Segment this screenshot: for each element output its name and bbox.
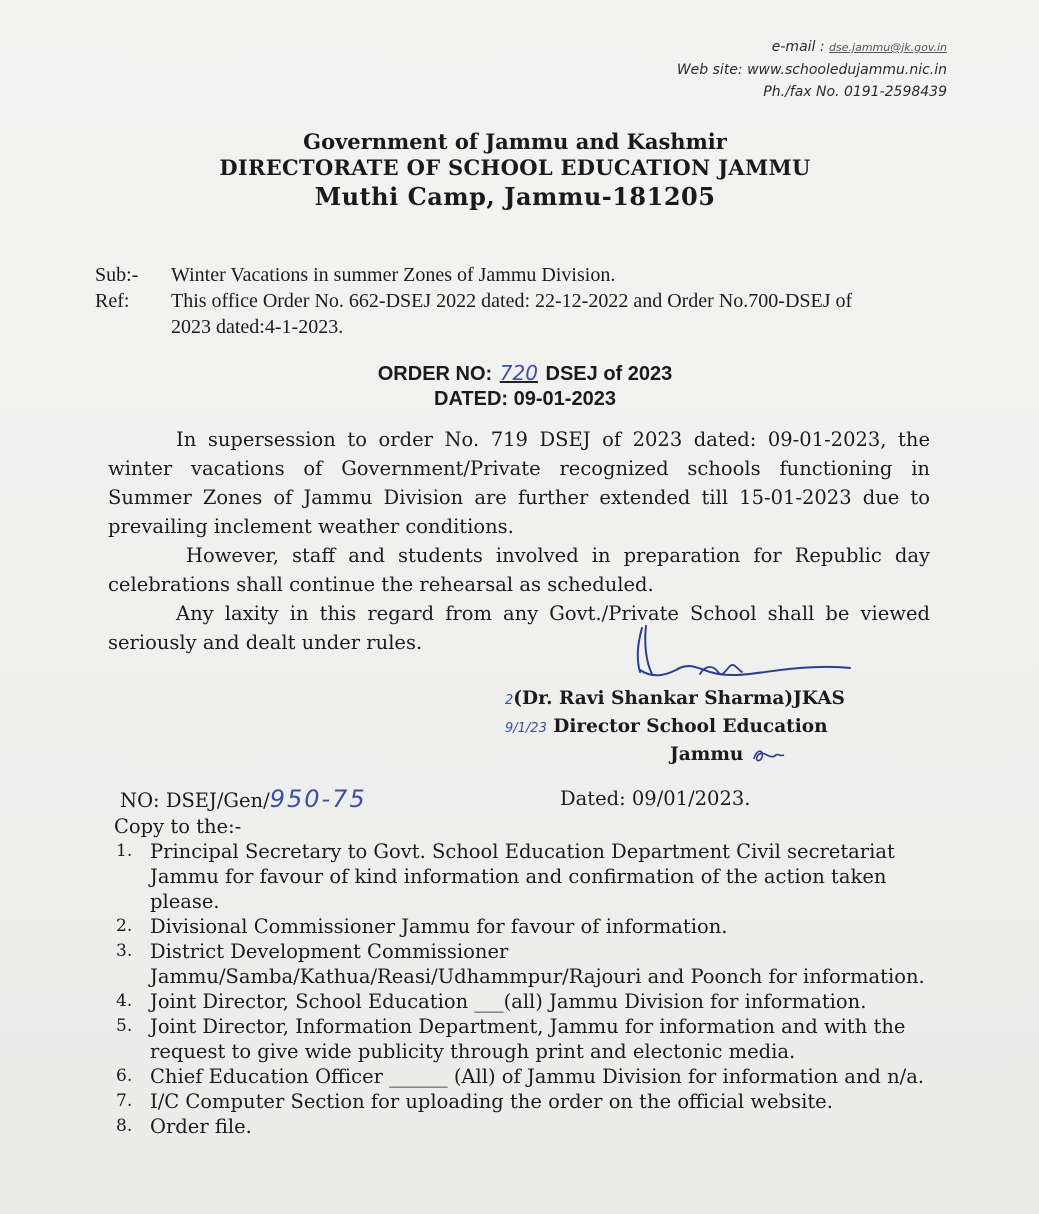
government-heading: Government of Jammu and Kashmir: [303, 129, 727, 154]
list-item-number: 3.: [116, 941, 133, 961]
signatory-designation: Director School Education: [553, 716, 828, 737]
order-suffix: DSEJ of 2023: [545, 363, 673, 385]
order-prefix: ORDER NO:: [377, 363, 493, 385]
dispatch-date: Dated: 09/01/2023.: [560, 787, 751, 810]
list-item-number: 5.: [116, 1016, 133, 1036]
reference-label: Ref:: [95, 290, 130, 312]
email-label: e-mail :: [771, 39, 825, 55]
list-item-number: 1.: [116, 841, 133, 861]
dispatch-number-line: [120, 786, 820, 814]
signatory-place-line: [505, 742, 885, 768]
dispatch-prefix: NO: DSEJ/Gen/: [120, 789, 270, 812]
body-paragraph-1: In supersession to order No. 719 DSEJ of 2023 dated: 09-01-2023, the winter vacations of Government/Private recognized schools functioning in Summer Zones of Jammu Division are further extended till 15-01-2023 due to prevailing inclement weather conditions.: [108, 428, 930, 538]
list-item: [114, 839, 934, 914]
list-item: [114, 1064, 934, 1089]
list-item: [114, 989, 934, 1014]
signatory-name: (Dr. Ravi Shankar Sharma)JKAS: [513, 688, 845, 709]
signatory-place: Jammu: [670, 744, 744, 765]
copy-to-list: [114, 839, 934, 1139]
subject-text: Winter Vacations in summer Zones of Jammu Division.: [171, 264, 616, 286]
order-number-line: [200, 360, 850, 387]
contact-block: [677, 36, 947, 103]
list-item: [114, 1089, 934, 1114]
list-item-text: Chief Education Officer ______ (All) of Jammu Division for information and n/a.: [150, 1065, 925, 1088]
list-item: [114, 914, 934, 939]
list-item-text: Divisional Commissioner Jammu for favour of information.: [150, 915, 728, 938]
list-item-number: 8.: [116, 1116, 133, 1136]
list-item: [114, 1014, 934, 1064]
list-item-text: Order file.: [150, 1115, 252, 1138]
order-date: DATED: 09-01-2023: [434, 388, 616, 410]
list-item: [114, 939, 934, 989]
list-item-text: I/C Computer Section for uploading the order on the official website.: [150, 1090, 833, 1113]
list-item-text: Joint Director, Information Department, Jammu for information and with the request to give wide publicity through print and electonic media.: [150, 1015, 906, 1063]
phone-line: Ph./fax No. 0191-2598439: [763, 84, 947, 100]
signature-scribble: [580, 622, 860, 694]
address-heading: Muthi Camp, Jammu-181205: [314, 182, 716, 211]
reference-text: This office Order No. 662-DSEJ 2022 dated: 22-12-2022 and Order No.700-DSEJ of 2023 dated:4-1-2023.: [171, 290, 853, 338]
list-item: [114, 1114, 934, 1139]
list-item-text: District Development Commissioner Jammu/Samba/Kathua/Reasi/Udhammpur/Rajouri and Poonch for information.: [150, 940, 925, 988]
dispatch-number-handwritten: 950-75: [269, 785, 367, 813]
list-item-number: 2.: [116, 916, 133, 936]
list-item-number: 4.: [116, 991, 133, 1011]
website-line: Web site: www.schooledujammu.nic.in: [676, 62, 947, 78]
body-paragraph-2: However, staff and students involved in preparation for Republic day celebrations shall continue the rehearsal as scheduled.: [108, 544, 930, 596]
signature-block: [505, 686, 885, 768]
directorate-heading: DIRECTORATE OF SCHOOL EDUCATION JAMMU: [219, 155, 811, 180]
signature-date-mark: 9/1/23: [505, 721, 547, 736]
place-initials-scribble: [750, 745, 786, 765]
list-item-number: 6.: [116, 1066, 133, 1086]
subject-line: [95, 262, 895, 288]
copy-to-heading: Copy to the:-: [114, 815, 242, 838]
list-item-number: 7.: [116, 1091, 133, 1111]
signature-initial-mark: 2: [505, 693, 514, 708]
signatory-name-line: [505, 686, 885, 714]
list-item-text: Principal Secretary to Govt. School Education Department Civil secretariat Jammu for favour of kind information and confirmation of the action taken please.: [150, 840, 895, 913]
body-paragraph-3: Any laxity in this regard from any Govt./Private School shall be viewed seriously and dealt under rules.: [108, 602, 930, 654]
list-item-text: Joint Director, School Education ___(all) Jammu Division for information.: [150, 990, 867, 1013]
reference-line: [95, 288, 895, 340]
email-line: [677, 36, 947, 59]
subject-label: Sub:-: [95, 264, 139, 286]
order-number-handwritten: 720: [499, 361, 538, 385]
email-value: dse.jammu@jk.gov.in: [829, 41, 947, 54]
copy-to-section: [114, 814, 934, 1139]
signatory-designation-line: [505, 714, 885, 742]
